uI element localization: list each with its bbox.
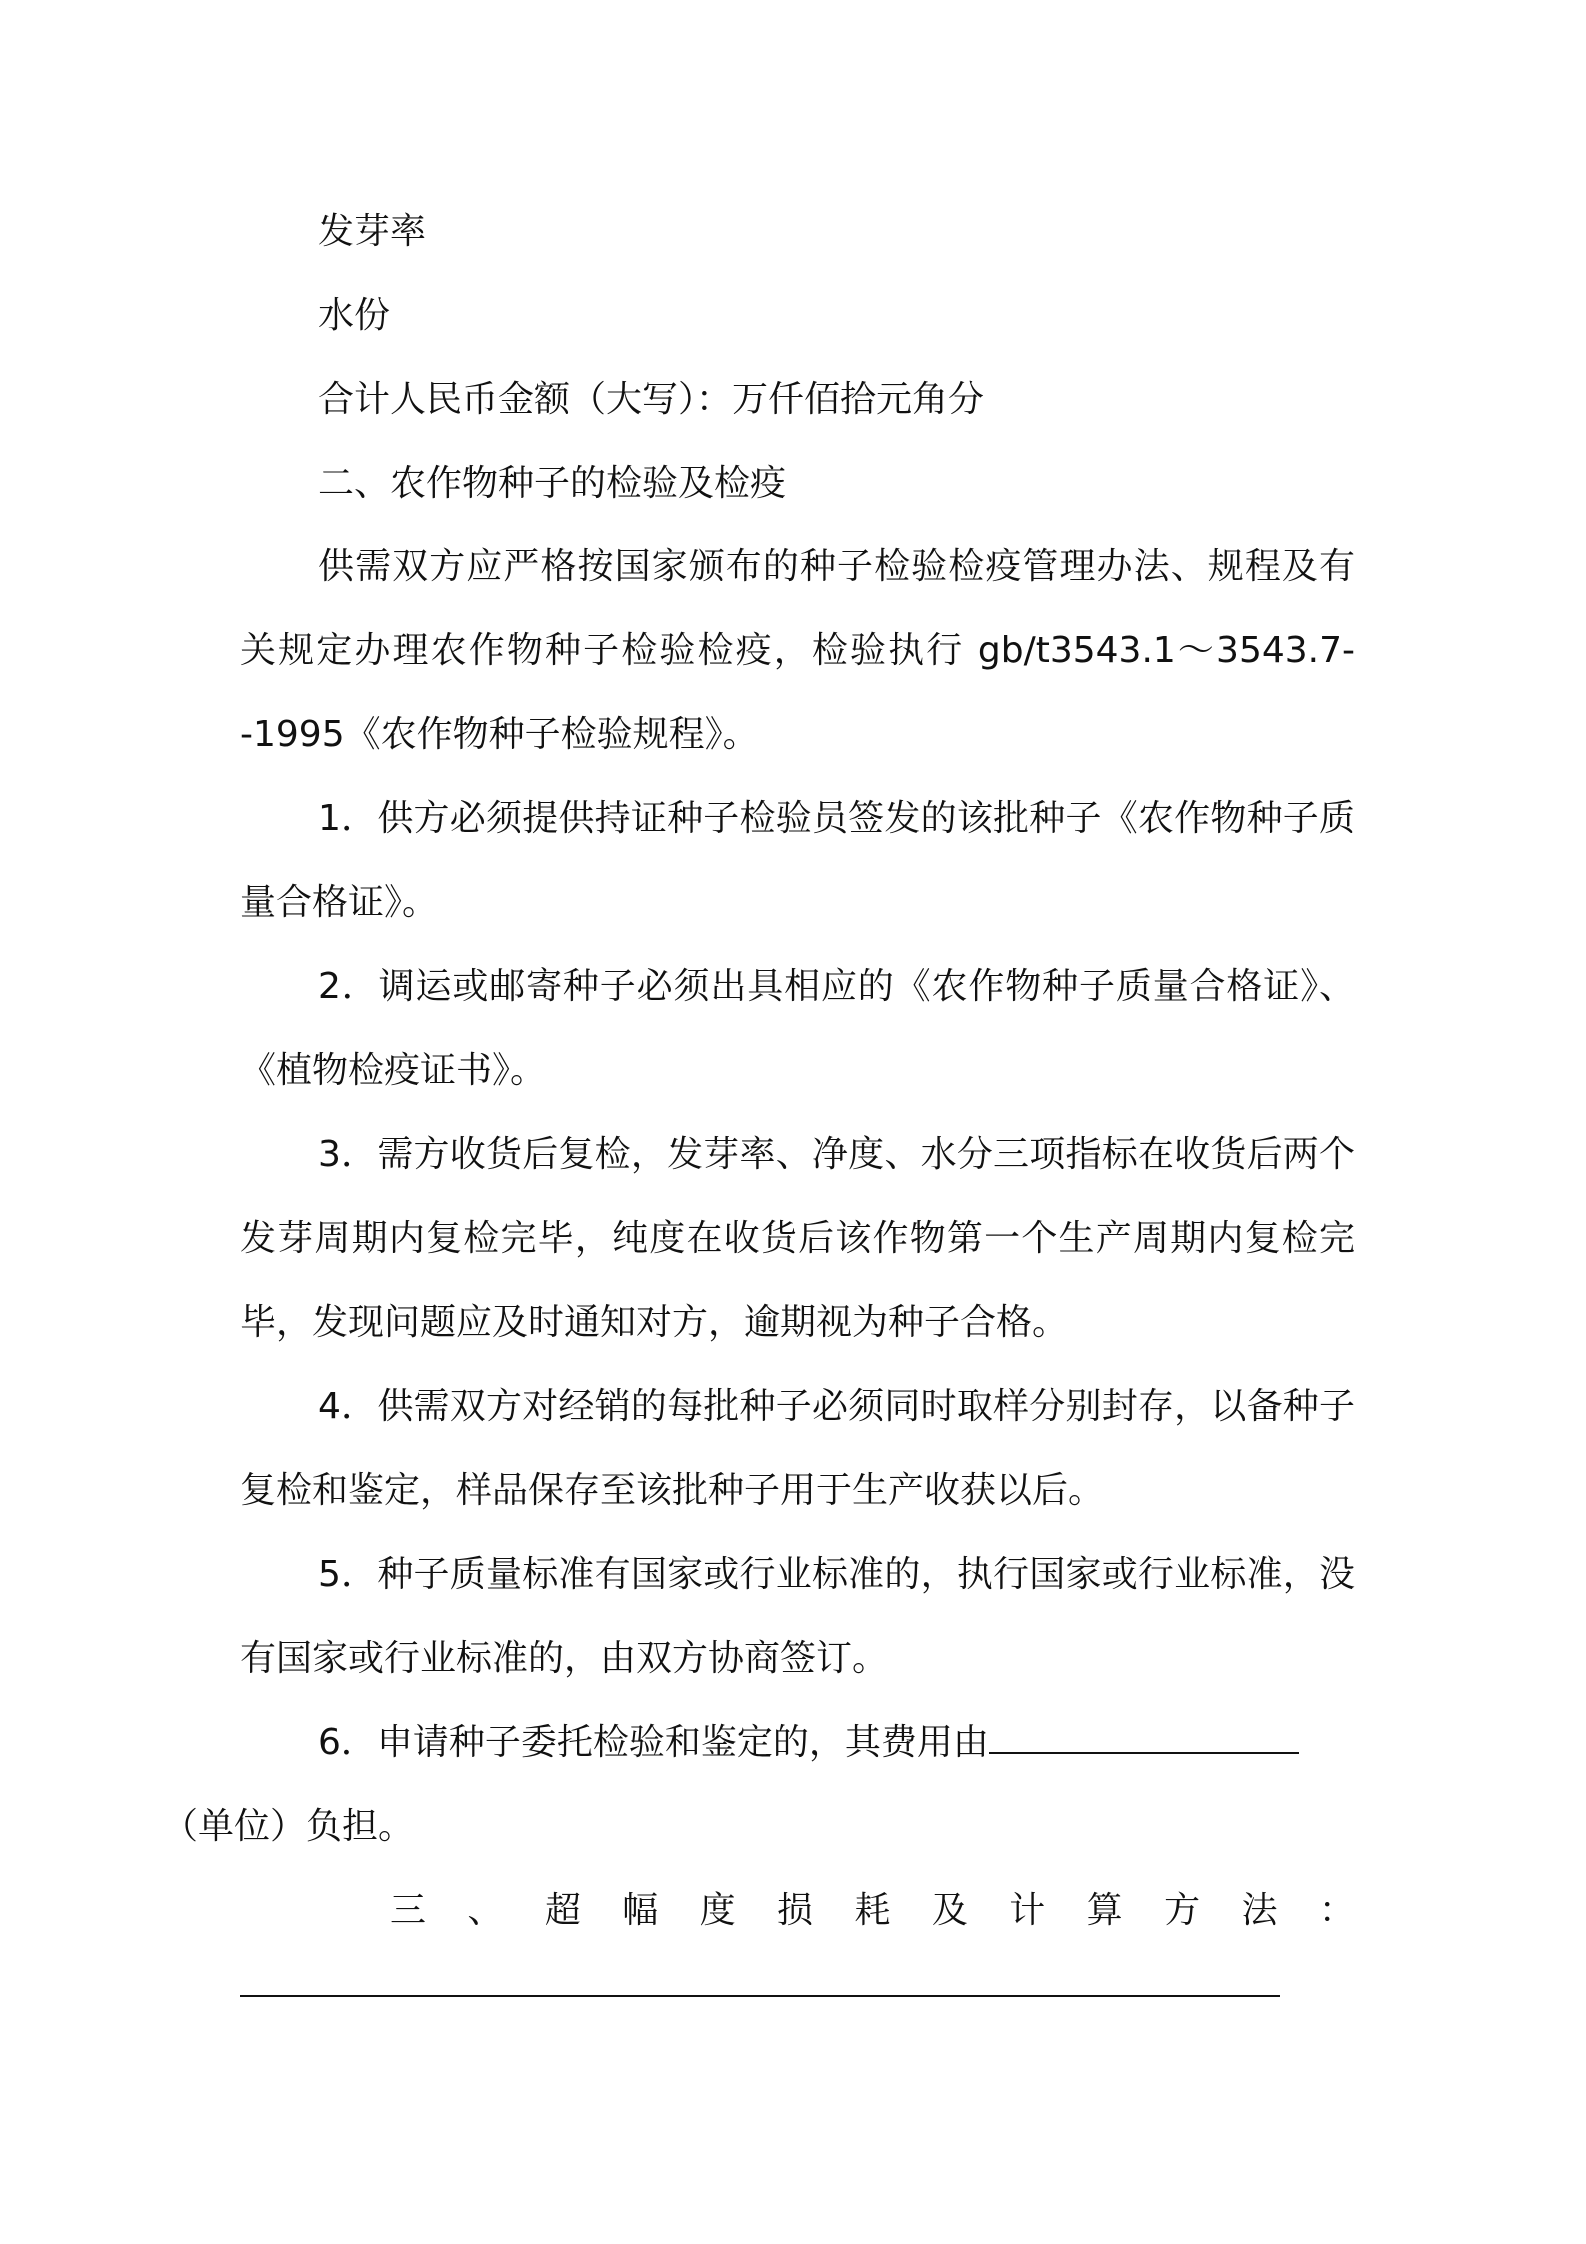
clause-2: 2．调运或邮寄种子必须出具相应的《农作物种子质量合格证》、《植物检疫证书》。 [240, 966, 1355, 1091]
section-2-body [162, 525, 1355, 1869]
clause-1: 1．供方必须提供持证种子检验员签发的该批种子《农作物种子质量合格证》。 [240, 798, 1355, 923]
heading-char: 耗 [854, 1890, 891, 1931]
section-2-intro: 供需双方应严格按国家颁布的种子检验检疫管理办法、规程及有关规定办理农作物种子检验检疫，检验执行 gb/t3543.1～3543.7--1995《农作物种子检验规程》。 [240, 546, 1355, 755]
document-page [162, 195, 1355, 1997]
item-germination: 发芽率 [318, 211, 427, 252]
section-2-heading: 二、农作物种子的检验及检疫 [318, 463, 787, 504]
clause-6-suffix: （单位）负担。 [162, 1806, 415, 1847]
section-3-heading [240, 1869, 1355, 1953]
heading-char: 损 [777, 1890, 814, 1931]
heading-char: 、 [467, 1890, 504, 1931]
loss-method-blank [240, 1953, 1280, 1997]
heading-char: 及 [931, 1890, 968, 1931]
heading-char: 计 [1009, 1890, 1046, 1931]
heading-char: 方 [1164, 1890, 1201, 1931]
clause-6 [162, 1701, 1355, 1869]
clause-5: 5．种子质量标准有国家或行业标准的，执行国家或行业标准，没有国家或行业标准的，由双方协商签订。 [240, 1554, 1355, 1679]
heading-char: 幅 [622, 1890, 659, 1931]
heading-char: 超 [544, 1890, 581, 1931]
heading-char: 法 [1241, 1890, 1278, 1931]
fee-party-blank [989, 1724, 1299, 1754]
heading-char: 三 [390, 1890, 427, 1931]
clause-6-text: 6．申请种子委托检验和鉴定的，其费用由 [318, 1722, 989, 1763]
heading-char: 度 [699, 1890, 736, 1931]
item-moisture: 水份 [318, 295, 391, 336]
clause-3: 3．需方收货后复检，发芽率、净度、水分三项指标在收货后两个发芽周期内复检完毕，纯度在收货后该作物第一个生产周期内复检完毕，发现问题应及时通知对方，逾期视为种子合格。 [240, 1134, 1355, 1343]
heading-char: ： [1318, 1890, 1355, 1931]
heading-char: 算 [1086, 1890, 1123, 1931]
total-amount-line: 合计人民币金额（大写）：万仟佰拾元角分 [318, 379, 985, 420]
clause-4: 4．供需双方对经销的每批种子必须同时取样分别封存，以备种子复检和鉴定，样品保存至该批种子用于生产收获以后。 [240, 1386, 1355, 1511]
